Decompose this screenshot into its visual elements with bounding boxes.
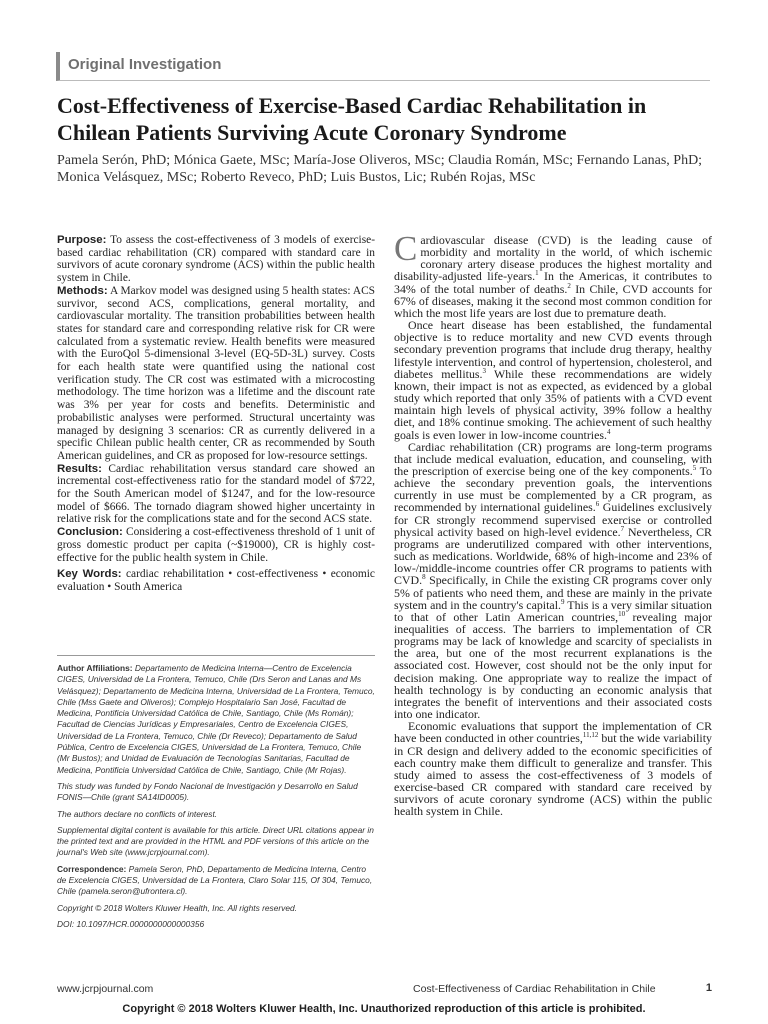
body-text-run: In Chile, CVD accounts for 67% of diseases, making it the second most common condition for which the most life years are lost due to premature death. bbox=[394, 281, 712, 320]
citation: 1 bbox=[535, 269, 539, 278]
body-text-run: While these recommendations are widely known, their impact is not as expected, as evidenced by a global study which reported that only 35% of patients with a CVD event maintain high levels of physical activity, 39% follow a healthy diet, and 18% continue smoking. The achievement of such healthy goals is even lower in low-income countries. bbox=[394, 366, 713, 442]
body-paragraph-1 bbox=[394, 229, 712, 320]
body-paragraph-2 bbox=[394, 319, 712, 441]
page-number: 1 bbox=[705, 982, 712, 994]
drop-cap: C bbox=[394, 229, 418, 268]
methods-heading: Methods: bbox=[57, 284, 108, 297]
section-label-text: Original Investigation bbox=[68, 56, 222, 73]
citation: 8 bbox=[422, 573, 426, 582]
affiliations-text: Departamento de Medicina Interna—Centro de Excelencia CIGES, Universidad de La Frontera, Temuco, Chile (Drs Seron and Lanas and Ms Velásquez); Departamento de Medicina Interna, Universidad de La Frontera, Temuco, Chile (Mss Gaete and Oliveros); Complejo Hospitalario San José, Facultad de Medicina, Pontificia Universidad Católica de Chile, Santiago, Chile (Ms Román); Facultad de Ciencias Jurídicas y Empresariales, Centro de Excelencia CIGES, Universidad de La Frontera, Temuco, Chile (Dr Reveco); Departamento de Salud Pública, Centro de Excelencia CIGES, Universidad de La Frontera, Temuco, Chile (Mr Bustos); and Unidad de Evaluación de Tecnologías Sanitarias, Facultad de Medicina, Pontificia Universidad Católica de Chile, Santiago, Chile (Mr Rojas). bbox=[57, 663, 375, 775]
methods-text: A Markov model was designed using 5 health states: ACS survivor, second ACS, complications, general mortality, and cardiovascular mortality. The transition probabilities between health states for standard care and corresponding relative risk for CR were calculated from a systematic review. Health benefits were measured with the EuroQol 5-dimensional 3-level (EQ-5D-3L) survey. Costs for each health state were quantified using the national cost verification study. The CR cost was estimated with a microcosting methodology. The time horizon was a lifetime and the discount rate was 3% per year for costs and benefits. Deterministic and probabilistic analyses were performed. Structural uncertainty was managed by designing 3 scenarios: CR as currently delivered in a specific Chilean public health center, CR as recommended by South American guidelines, and CR as proposed for low-resource settings. bbox=[57, 284, 375, 462]
body-text-run: This is a very similar situation to that of other Latin American countries, bbox=[394, 597, 712, 624]
citation: 11,12 bbox=[582, 731, 599, 740]
body-text-run: revealing major inequalities of access. The barriers to implementation of CR programs may be lack of knowledge and scarcity of specialists in the area, but one of the most recurrent explanations is the associated cost. However, cost should not be the only input for decision making. One appropriate way to realize the impact of health technology is by conducting an economic analysis that integrates the benefit of interventions and their associated costs into one indicator. bbox=[394, 609, 712, 722]
abstract bbox=[57, 234, 375, 594]
citation: 3 bbox=[482, 366, 487, 375]
author-affiliations bbox=[57, 663, 375, 776]
abstract-results bbox=[57, 463, 375, 527]
section-label bbox=[56, 52, 710, 81]
results-text: Cardiac rehabilitation versus standard care showed an incremental cost-effectiveness ratio for the standard model of $722, for the South American model of $1247, and for the low-resource model of $666. The tornado diagram showed higher uncertainty in relative risk for the complications state and for the second ACS state. bbox=[57, 462, 375, 526]
body-text-run: Guidelines exclusively for CR strongly recommend supervised exercise or controlled physical activity based on high-level evidence. bbox=[394, 500, 712, 539]
author-notes bbox=[57, 655, 375, 935]
purpose-heading: Purpose: bbox=[57, 234, 107, 246]
abstract-keywords bbox=[57, 568, 375, 593]
body-text-run: Specifically, in Chile the existing CR programs cover only 5% of patients who need them, and these are mainly in the private system and in the country's capital. bbox=[394, 573, 712, 612]
body-text-run: Nevertheless, CR programs are underutilized compared with other interventions, such as medications. Worldwide, 68% of high-income and 23% of low-/middle-income countries offer CR programs to patients with CVD. bbox=[394, 524, 712, 588]
article-title: Cost-Effectiveness of Exercise-Based Cardiac Rehabilitation in Chilean Patients Surviving Acute Coronary Syndrome bbox=[57, 93, 647, 145]
conclusion-text: Considering a cost-effectiveness threshold of 1 unit of gross domestic product per capita (~$19000), CR is highly cost-effective for the public health system in Chile. bbox=[57, 526, 375, 564]
running-title: Cost-Effectiveness of Cardiac Rehabilitation in Chile bbox=[413, 983, 656, 995]
copyright-notice: Copyright © 2018 Wolters Kluwer Health, Inc. Unauthorized reproduction of this article is prohibited. bbox=[122, 1003, 646, 1015]
copyright-note: Copyright © 2018 Wolters Kluwer Health, Inc. All rights reserved. bbox=[57, 902, 297, 913]
abstract-conclusion bbox=[57, 526, 375, 564]
body-text-run: To achieve the secondary prevention goals, the interventions currently in use must be complemented by a CR program, as recommended by international guidelines. bbox=[394, 463, 713, 515]
conclusion-heading: Conclusion: bbox=[57, 526, 123, 539]
correspondence bbox=[57, 864, 375, 898]
author-list: Pamela Serón, PhD; Mónica Gaete, MSc; María-Jose Oliveros, MSc; Claudia Román, MSc; Fernando Lanas, PhD; Monica Velásquez, MSc; Roberto Reveco, PhD; Luis Bustos, Lic; Rubén Rojas, MSc bbox=[57, 153, 703, 185]
funding-note: This study was funded by Fondo Nacional de Investigación y Desarrollo en Salud FONIS—Chile (grant SA14ID0005). bbox=[57, 780, 358, 803]
body-text-run: In the Americas, it contributes to 34% of the total number of deaths. bbox=[394, 269, 712, 296]
citation: 5 bbox=[692, 464, 697, 472]
conflicts-note: The authors declare no conflicts of interest. bbox=[57, 808, 218, 819]
journal-website: www.jcrpjournal.com bbox=[57, 983, 154, 995]
doi: DOI: 10.1097/HCR.0000000000000356 bbox=[57, 918, 205, 929]
body-text-run: Once heart disease has been established, the fundamental objective is to reduce mortality and new CVD events through secondary prevention programs that include drug therapy, healthy lifestyle intervention, and control of hypertension, cholesterol, and diabetes mellitus. bbox=[394, 318, 712, 381]
keywords-text: cardiac rehabilitation • cost-effectiveness • economic evaluation • South America bbox=[57, 568, 375, 593]
citation: 10 bbox=[618, 609, 626, 618]
affiliations-heading: Author Affiliations: bbox=[57, 663, 133, 673]
body-text-run: Economic evaluations that support the implementation of CR have been conducted in other countries, bbox=[394, 719, 712, 746]
results-heading: Results: bbox=[57, 462, 102, 475]
abstract-purpose bbox=[57, 234, 375, 285]
citation: 6 bbox=[595, 500, 600, 509]
correspondence-text: Pamela Seron, PhD, Departamento de Medicina Interna, Centro de Excelencia CIGES, Universidad de La Frontera, Claro Solar 115, Of 304, Temuco, Chile (pamela.seron@ufrontera.cl). bbox=[57, 863, 373, 897]
body-text-run: ardiovascular disease (CVD) is the leading cause of morbidity and mortality in the world, of which ischemic coronary artery disease produces the highest mortality and disability-adjusted life-years. bbox=[394, 233, 712, 284]
keywords-heading: Key Words: bbox=[57, 568, 122, 581]
body-text-run: Cardiac rehabilitation (CR) programs are long-term programs that include medical evaluation, education, and counseling, with the prescription of exercise being one of the key components. bbox=[394, 439, 712, 478]
body-text-run: but the wide variability in CR design and delivery added to the economic specificities of each country make them difficult to generalize and transfer. This study aimed to assess the cost-effectiveness of 3 models of exercise-based CR compared with standard care received by survivors of acute coronary syndrome (ACS) within the public health system in Chile. bbox=[394, 731, 712, 819]
citation: 2 bbox=[567, 281, 571, 290]
body-paragraph-3 bbox=[394, 441, 712, 721]
citation: 7 bbox=[620, 524, 625, 533]
citation: 9 bbox=[560, 597, 565, 606]
page-footer bbox=[57, 983, 712, 1001]
supplemental-note: Supplemental digital content is available for this article. Direct URL citations appear in the printed text and are provided in the HTML and PDF versions of this article on the journal's Web site (www.jcrpjournal.com). bbox=[57, 824, 374, 858]
body-text bbox=[394, 229, 713, 819]
citation: 4 bbox=[607, 427, 611, 436]
correspondence-heading: Correspondence: bbox=[57, 863, 127, 874]
abstract-methods bbox=[57, 285, 375, 463]
purpose-text: To assess the cost-effectiveness of 3 models of exercise-based cardiac rehabilitation (CR) compared with standard care in survivors of acute coronary syndrome (ACS) within the public health system in Chile. bbox=[57, 234, 375, 285]
body-paragraph-4 bbox=[394, 720, 712, 817]
